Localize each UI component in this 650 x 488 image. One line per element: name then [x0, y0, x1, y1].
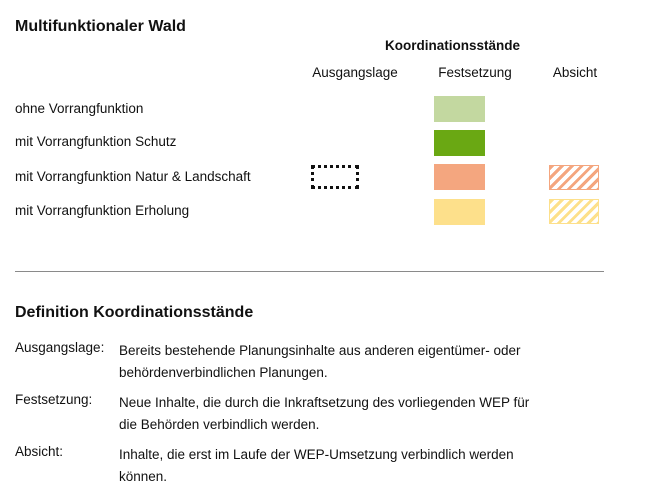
coordination-status-header: Koordinationsstände [385, 38, 521, 53]
definition-term-ausgangslage: Ausgangslage: [15, 340, 105, 355]
column-header-ausgangslage: Ausgangslage [312, 65, 398, 80]
swatch-festsetzung-schutz [434, 130, 485, 156]
swatch-ausgangslage-natur-landschaft [311, 165, 359, 189]
swatch-festsetzung-erholung [434, 199, 485, 225]
row-label-schutz: mit Vorrangfunktion Schutz [15, 134, 177, 149]
definition-line: können. [119, 469, 168, 484]
swatch-absicht-erholung [549, 199, 599, 224]
column-header-absicht: Absicht [552, 65, 598, 80]
swatch-festsetzung-natur-landschaft [434, 164, 485, 190]
definition-text-festsetzung [119, 392, 579, 436]
definition-line: Neue Inhalte, die durch die Inkraftsetzung des vorliegenden WEP für [119, 395, 530, 410]
definition-line: Bereits bestehende Planungsinhalte aus anderen eigentümer- oder [119, 343, 521, 358]
row-label-ohne-vorrangfunktion: ohne Vorrangfunktion [15, 101, 144, 116]
section-divider [15, 271, 604, 272]
row-label-erholung: mit Vorrangfunktion Erholung [15, 203, 190, 218]
definition-term-festsetzung: Festsetzung: [15, 392, 93, 407]
definition-line: Inhalte, die erst im Laufe der WEP-Umsetzung verbindlich werden [119, 447, 514, 462]
column-header-festsetzung: Festsetzung [438, 65, 512, 80]
definition-term-absicht: Absicht: [15, 444, 64, 459]
swatch-festsetzung-ohne-vorrangfunktion [434, 96, 485, 122]
definition-line: behördenverbindlichen Planungen. [119, 365, 328, 380]
definition-text-absicht [119, 444, 579, 488]
legend-title: Multifunktionaler Wald [15, 18, 186, 35]
definition-line: die Behörden verbindlich werden. [119, 417, 320, 432]
definition-text-ausgangslage [119, 340, 579, 384]
row-label-natur-landschaft: mit Vorrangfunktion Natur & Landschaft [15, 169, 251, 184]
swatch-absicht-natur-landschaft [549, 165, 599, 190]
definitions-title: Definition Koordinationsstände [15, 304, 254, 321]
